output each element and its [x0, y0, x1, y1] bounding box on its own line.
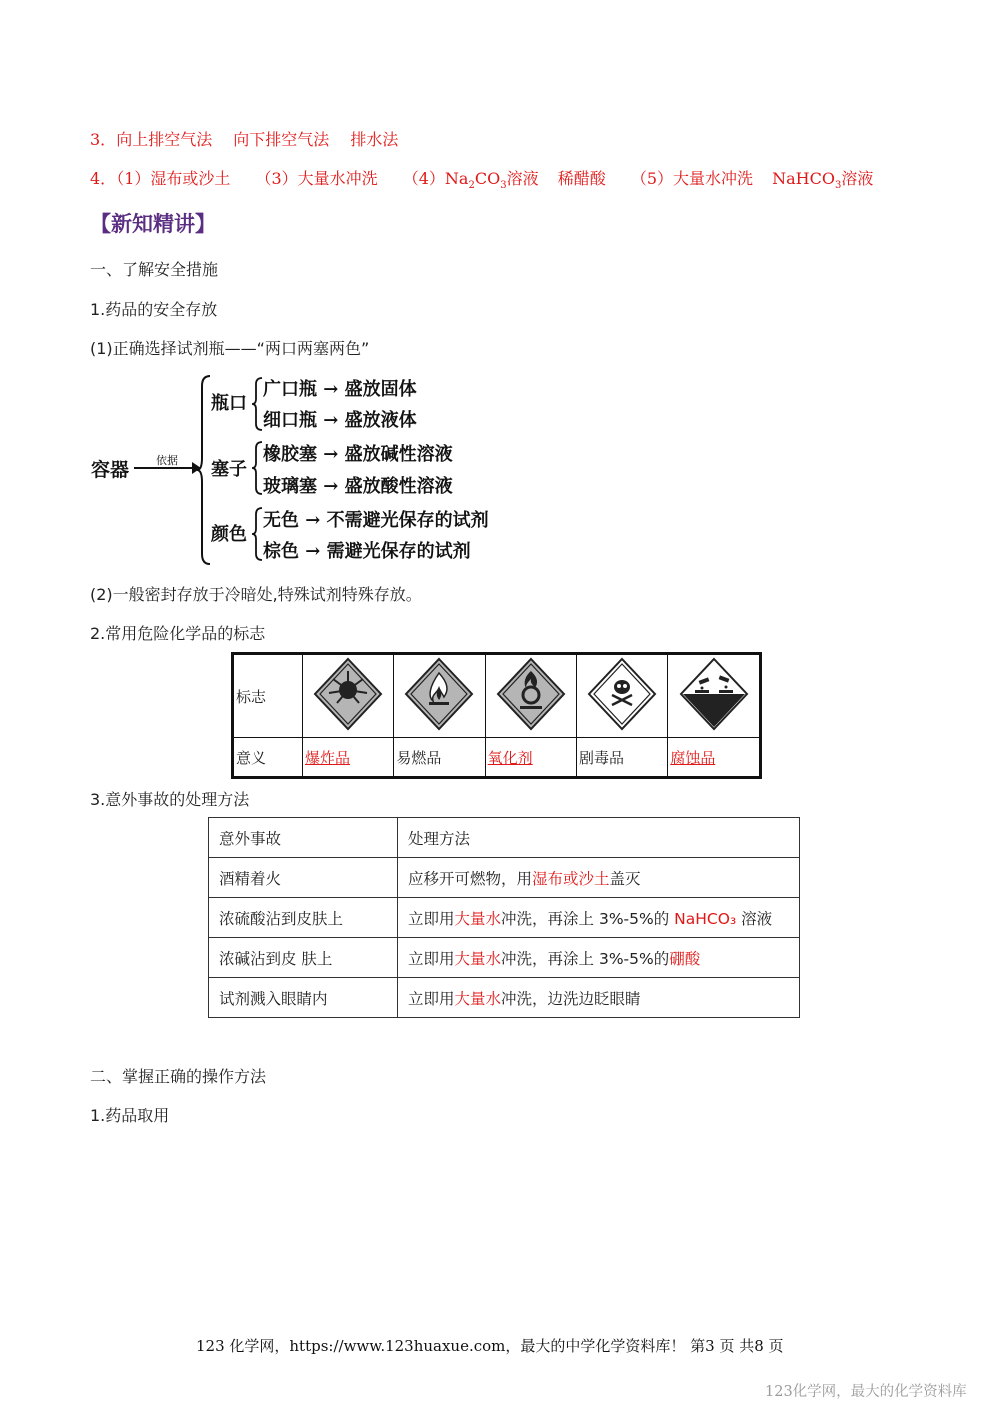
- table-header-row: [209, 818, 800, 858]
- answer-number: 3．: [90, 130, 117, 149]
- diagram-row: 无色 → 不需避光保存的试剂: [263, 510, 489, 531]
- method-cell: 应移开可燃物，用湿布或沙土盖灭: [398, 858, 800, 898]
- table-row: [209, 978, 800, 1018]
- accident-table: [208, 817, 800, 1018]
- hazard-symbol-table: [231, 652, 762, 779]
- answer-line-4: [90, 166, 873, 191]
- answer-item: NaHCO$_3$溶液: [772, 169, 874, 192]
- accident-cell: 酒精着火: [209, 858, 398, 898]
- diagram-row: 棕色 → 需避光保存的试剂: [263, 541, 471, 562]
- answer-item: （1）湿布或沙土: [116, 169, 231, 188]
- diagram-row: 广口瓶 → 盛放固体: [263, 379, 417, 400]
- answer-item: 向上排空气法: [116, 130, 213, 149]
- heading-2: 二、掌握正确的操作方法: [90, 1067, 267, 1086]
- watermark: 123化学网，最大的化学资料库: [765, 1384, 967, 1400]
- oxidizer-icon: [485, 654, 576, 738]
- group-label-stopper: 塞子: [211, 459, 247, 480]
- diagram-row: 细口瓶 → 盛放液体: [263, 410, 417, 431]
- method-cell: 立即用大量水冲洗，再涂上 3%-5%的硼酸: [398, 938, 800, 978]
- heading-1: 一、了解安全措施: [90, 260, 219, 279]
- section-title: 【新知精讲】: [90, 211, 216, 236]
- accident-cell: 试剂溅入眼睛内: [209, 978, 398, 1018]
- small-brace: [251, 506, 263, 562]
- subheading-4: 1.药品取用: [90, 1106, 170, 1125]
- subheading-1-1: (1)正确选择试剂瓶——“两口两塞两色”: [90, 339, 370, 358]
- answer-item: 排水法: [350, 130, 399, 149]
- subheading-2: 2.常用危险化学品的标志: [90, 624, 266, 643]
- table-row: [209, 858, 800, 898]
- meaning-flammable: 易燃品: [396, 748, 442, 767]
- answer-number: 4．: [90, 169, 117, 188]
- answer-item: 向下排空气法: [233, 130, 330, 149]
- diagram-row: 玻璃塞 → 盛放酸性溶液: [263, 476, 453, 497]
- method-cell: 立即用大量水冲洗，再涂上 3%-5%的 NaHCO₃ 溶液: [398, 898, 800, 938]
- meaning-corrosive: 腐蚀品: [670, 748, 716, 767]
- subheading-3: 3.意外事故的处理方法: [90, 790, 250, 809]
- answer-item: （3）大量水冲洗: [255, 169, 378, 188]
- diagram-row: 橡胶塞 → 盛放碱性溶液: [263, 444, 453, 465]
- small-brace: [251, 376, 263, 432]
- subheading-1: 1.药品的安全存放: [90, 300, 218, 319]
- column-header: 处理方法: [398, 818, 800, 858]
- corrosive-icon: [668, 654, 761, 738]
- meaning-explosive: 爆炸品: [305, 748, 351, 767]
- flammable-icon: [394, 654, 485, 738]
- toxic-icon: [576, 654, 667, 738]
- small-brace: [251, 440, 263, 496]
- page-footer: 123 化学网，https://www.123huaxue.com，最大的中学化学资料库！ 第3 页 共8 页: [196, 1337, 784, 1355]
- answer-line-3: [90, 127, 398, 150]
- group-label-bottle-mouth: 瓶口: [211, 393, 247, 414]
- explosive-icon: [303, 654, 394, 738]
- diagram-arrow-label: 依据: [156, 454, 178, 467]
- accident-cell: 浓硫酸沾到皮肤上: [209, 898, 398, 938]
- big-brace: [196, 374, 212, 566]
- method-cell: 立即用大量水冲洗，边洗边眨眼睛: [398, 978, 800, 1018]
- group-label-color: 颜色: [211, 524, 247, 545]
- answer-item: $(4)Na_2CO_3$溶液: [402, 169, 539, 192]
- table-row: [209, 938, 800, 978]
- accident-cell: 浓碱沾到皮 肤上: [209, 938, 398, 978]
- row-label: 意义: [233, 738, 303, 778]
- diagram-root: 容器: [91, 459, 130, 481]
- subheading-1-2: (2)一般密封存放于冷暗处,特殊试剂特殊存放。: [90, 585, 422, 604]
- answer-item: （5）大量水冲洗: [630, 169, 753, 188]
- column-header: 意外事故: [209, 818, 398, 858]
- answer-item: 稀醋酸: [557, 169, 606, 188]
- row-label: 标志: [233, 654, 303, 738]
- meaning-oxidizer: 氧化剂: [487, 748, 533, 767]
- meaning-toxic: 剧毒品: [578, 748, 624, 767]
- table-row: [209, 898, 800, 938]
